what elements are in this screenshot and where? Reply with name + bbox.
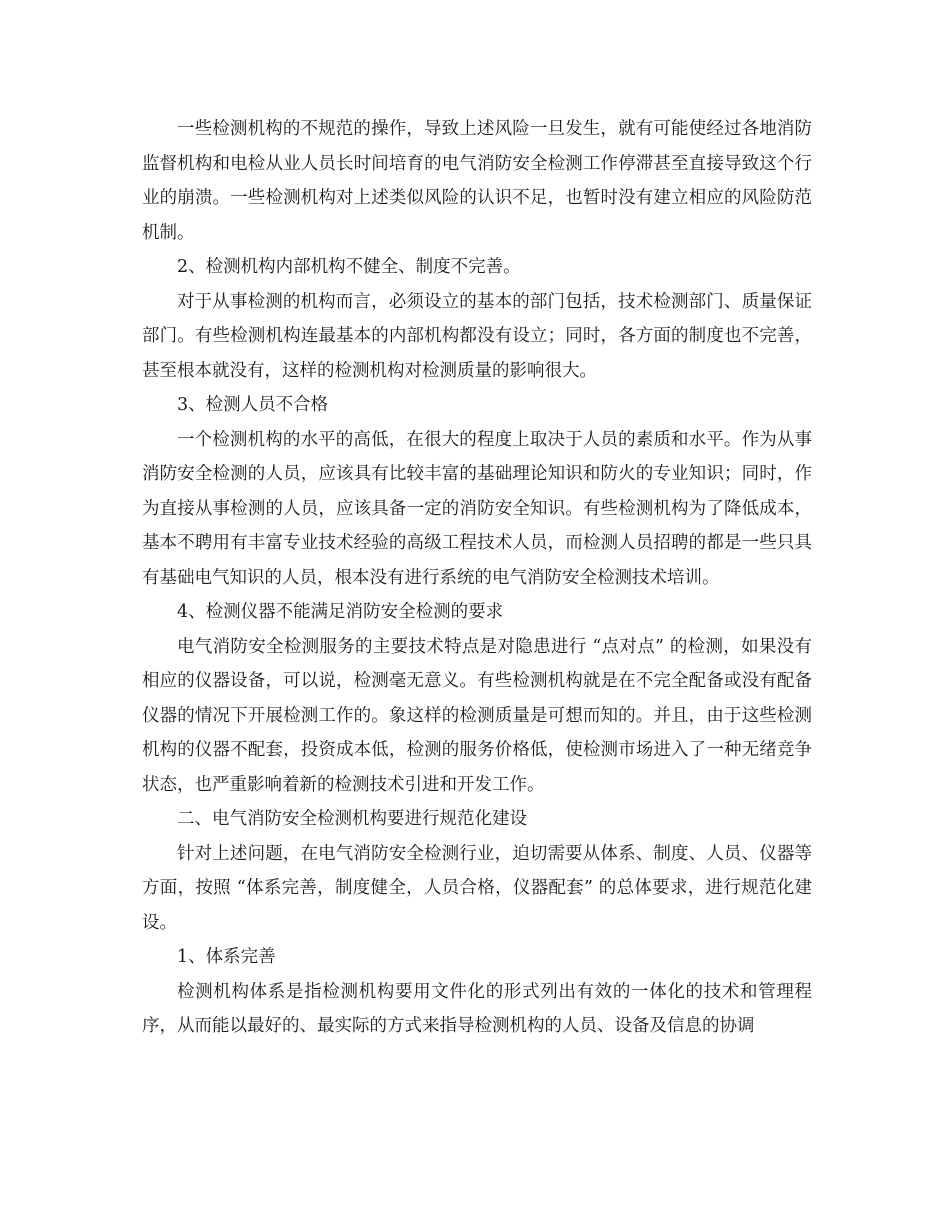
section-heading: 3、检测人员不合格 (177, 395, 329, 415)
body-paragraph: 电气消防安全检测服务的主要技术特点是对隐患进行 “点对点” 的检测，如果没有相应的仪器设备，可以说，检测毫无意义。有些检测机构就是在不完全配备或没有配备仪器的情况下开展检测工作的。象这样的检测质量是可想而知的。并且，由于这些检测机构的仪器不配套，投资成本低，检测的服务价格低，使检测市场进入了一种无绪竞争状态，也严重影响着新的检测技术引进和开发工作。 (142, 636, 812, 795)
body-paragraph: 一个检测机构的水平的高低，在很大的程度上取决于人员的素质和水平。作为从事消防安全检测的人员，应该具有比较丰富的基础理论知识和防火的专业知识；同时，作为直接从事检测的人员，应该具备一定的消防安全知识。有些检测机构为了降低成本，基本不聘用有丰富专业技术经验的高级工程技术人员，而检测人员招聘的都是一些只具有基础电气知识的人员，根本没有进行系统的电气消防安全检测技术培训。 (142, 429, 812, 588)
section-heading: 2、检测机构内部机构不健全、制度不完善。 (177, 257, 521, 277)
section-heading: 二、电气消防安全检测机构要进行规范化建设 (177, 809, 527, 829)
section-heading: 1、体系完善 (177, 947, 276, 967)
document-page (142, 112, 812, 1044)
body-paragraph: 对于从事检测的机构而言，必须设立的基本的部门包括，技术检测部门、质量保证部门。有些检测机构连最基本的内部机构都没有设立；同时，各方面的制度也不完善，甚至根本就没有，这样的检测机构对检测质量的影响很大。 (142, 291, 812, 381)
body-paragraph: 针对上述问题，在电气消防安全检测行业，迫切需要从体系、制度、人员、仪器等方面，按照 “体系完善，制度健全，人员合格，仪器配套” 的总体要求，进行规范化建设。 (142, 843, 812, 933)
body-paragraph: 一些检测机构的不规范的操作，导致上述风险一旦发生，就有可能使经过各地消防监督机构和电检从业人员长时间培育的电气消防安全检测工作停滞甚至直接导致这个行业的崩溃。一些检测机构对上述类似风险的认识不足，也暂时没有建立相应的风险防范机制。 (142, 119, 812, 243)
section-heading: 4、检测仪器不能满足消防安全检测的要求 (177, 602, 504, 622)
body-paragraph: 检测机构体系是指检测机构要用文件化的形式列出有效的一体化的技术和管理程序，从而能以最好的、最实际的方式来指导检测机构的人员、设备及信息的协调 (142, 981, 812, 1036)
